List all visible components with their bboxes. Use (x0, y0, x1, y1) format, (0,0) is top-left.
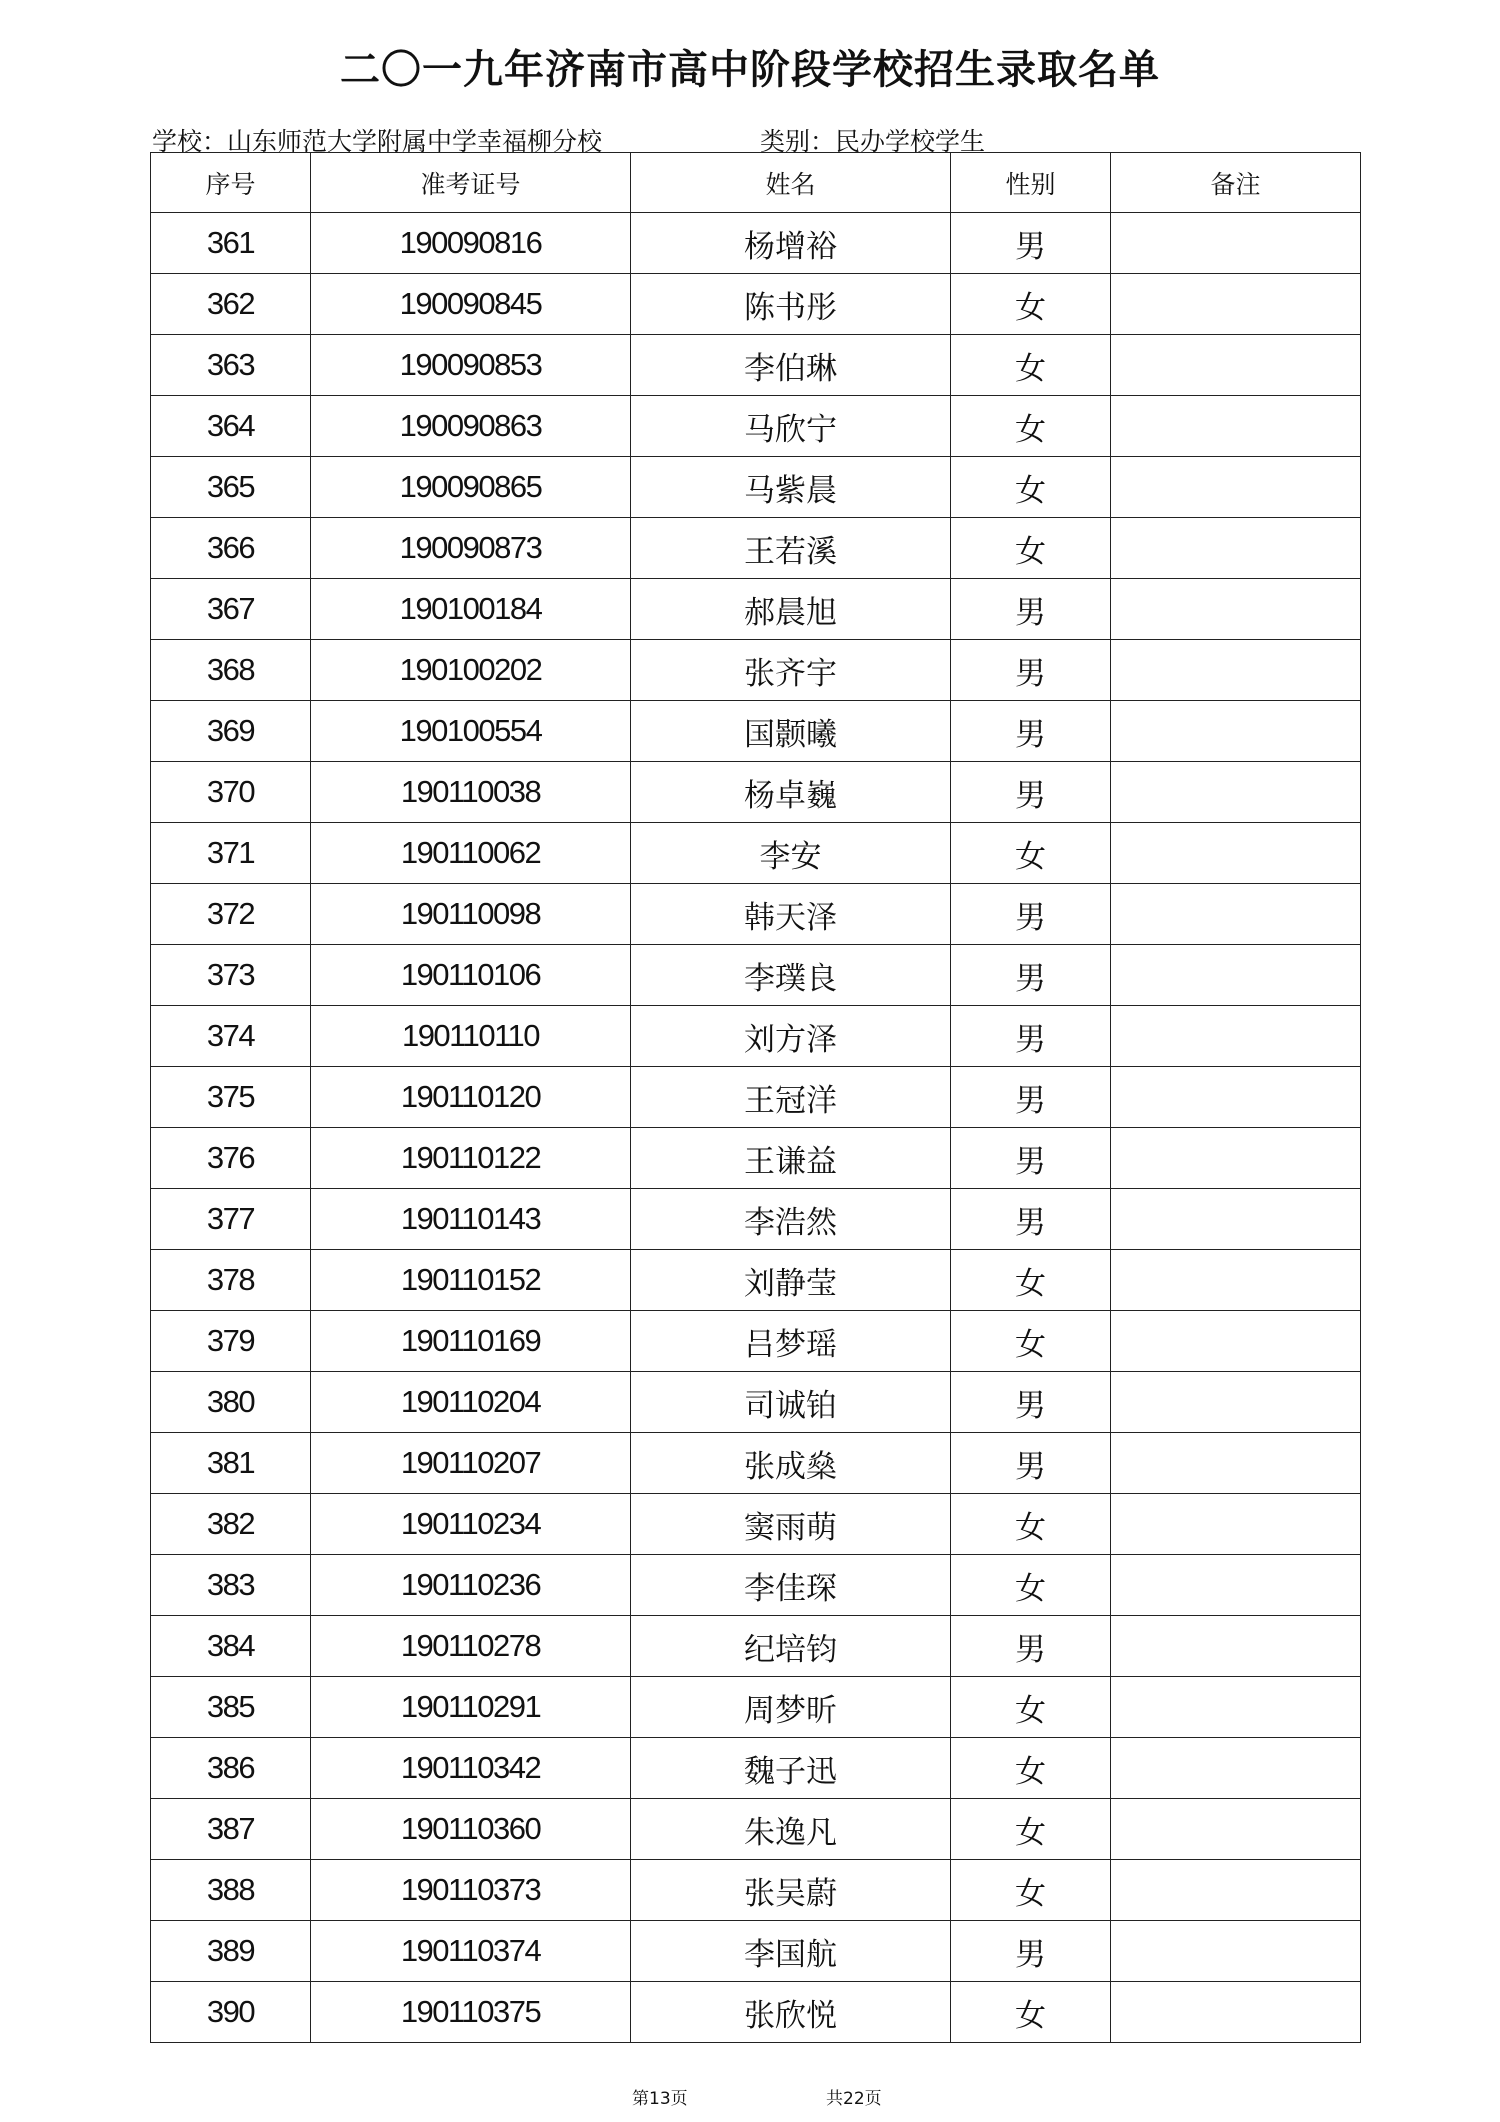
table-row (151, 1799, 1361, 1860)
page-title: 二〇一九年济南市高中阶段学校招生录取名单 (340, 47, 1160, 93)
cell-index: 382 (151, 1494, 311, 1555)
cell-gender: 女 (951, 1555, 1111, 1616)
cell-remarks (1111, 640, 1361, 701)
table-row (151, 701, 1361, 762)
cell-gender: 男 (951, 579, 1111, 640)
table-row (151, 1189, 1361, 1250)
cell-gender: 女 (951, 1494, 1111, 1555)
cell-remarks (1111, 1677, 1361, 1738)
cell-index: 375 (151, 1067, 311, 1128)
cell-name: 张成燊 (631, 1433, 951, 1494)
cell-index: 380 (151, 1372, 311, 1433)
cell-index: 361 (151, 213, 311, 274)
cell-remarks (1111, 1799, 1361, 1860)
cell-exam-id: 190110204 (311, 1372, 631, 1433)
cell-exam-id: 190110373 (311, 1860, 631, 1921)
cell-exam-id: 190110122 (311, 1128, 631, 1189)
cell-index: 364 (151, 396, 311, 457)
table-row (151, 945, 1361, 1006)
table-row (151, 1494, 1361, 1555)
cell-index: 374 (151, 1006, 311, 1067)
cell-name: 李璞良 (631, 945, 951, 1006)
cell-index: 372 (151, 884, 311, 945)
cell-gender: 男 (951, 640, 1111, 701)
cell-name: 陈书彤 (631, 274, 951, 335)
cell-name: 李佳琛 (631, 1555, 951, 1616)
cell-remarks (1111, 213, 1361, 274)
cell-exam-id: 190110169 (311, 1311, 631, 1372)
cell-exam-id: 190090863 (311, 396, 631, 457)
cell-exam-id: 190110236 (311, 1555, 631, 1616)
cell-name: 刘静莹 (631, 1250, 951, 1311)
cell-exam-id: 190090873 (311, 518, 631, 579)
cell-index: 389 (151, 1921, 311, 1982)
table-row (151, 1738, 1361, 1799)
cell-index: 366 (151, 518, 311, 579)
cell-remarks (1111, 1433, 1361, 1494)
cell-remarks (1111, 1372, 1361, 1433)
cell-index: 365 (151, 457, 311, 518)
cell-gender: 女 (951, 335, 1111, 396)
cell-name: 李国航 (631, 1921, 951, 1982)
admission-table (150, 152, 1361, 2043)
cell-exam-id: 190110038 (311, 762, 631, 823)
cell-index: 387 (151, 1799, 311, 1860)
cell-index: 373 (151, 945, 311, 1006)
table-row (151, 884, 1361, 945)
cell-exam-id: 190110062 (311, 823, 631, 884)
cell-gender: 男 (951, 1189, 1111, 1250)
cell-gender: 女 (951, 518, 1111, 579)
cell-exam-id: 190110374 (311, 1921, 631, 1982)
table-row (151, 1311, 1361, 1372)
cell-gender: 女 (951, 1860, 1111, 1921)
cell-index: 363 (151, 335, 311, 396)
cell-remarks (1111, 1006, 1361, 1067)
cell-exam-id: 190100554 (311, 701, 631, 762)
table-row (151, 1677, 1361, 1738)
cell-gender: 男 (951, 213, 1111, 274)
table-header-row (151, 153, 1361, 213)
cell-exam-id: 190090845 (311, 274, 631, 335)
cell-name: 王若溪 (631, 518, 951, 579)
table-row (151, 457, 1361, 518)
cell-remarks (1111, 274, 1361, 335)
cell-index: 369 (151, 701, 311, 762)
cell-exam-id: 190110110 (311, 1006, 631, 1067)
cell-remarks (1111, 762, 1361, 823)
cell-index: 381 (151, 1433, 311, 1494)
cell-remarks (1111, 1860, 1361, 1921)
cell-name: 李伯琳 (631, 335, 951, 396)
cell-name: 杨卓巍 (631, 762, 951, 823)
table-row (151, 518, 1361, 579)
cell-gender: 女 (951, 1799, 1111, 1860)
header-gender: 性别 (951, 153, 1111, 213)
cell-name: 窦雨萌 (631, 1494, 951, 1555)
cell-name: 司诚铂 (631, 1372, 951, 1433)
cell-remarks (1111, 1982, 1361, 2043)
cell-name: 张齐宇 (631, 640, 951, 701)
header-exam-id: 准考证号 (311, 153, 631, 213)
cell-gender: 女 (951, 1250, 1111, 1311)
cell-remarks (1111, 1616, 1361, 1677)
cell-index: 376 (151, 1128, 311, 1189)
cell-remarks (1111, 457, 1361, 518)
table-row (151, 1921, 1361, 1982)
cell-remarks (1111, 1555, 1361, 1616)
cell-exam-id: 190110120 (311, 1067, 631, 1128)
cell-exam-id: 190110106 (311, 945, 631, 1006)
header-name: 姓名 (631, 153, 951, 213)
header-remarks: 备注 (1111, 153, 1361, 213)
cell-index: 362 (151, 274, 311, 335)
cell-name: 李安 (631, 823, 951, 884)
cell-remarks (1111, 1067, 1361, 1128)
table-row (151, 1433, 1361, 1494)
cell-exam-id: 190110360 (311, 1799, 631, 1860)
school-label: 学校：山东师范大学附属中学幸福柳分校 (152, 127, 603, 156)
cell-name: 郝晨旭 (631, 579, 951, 640)
cell-gender: 男 (951, 1006, 1111, 1067)
cell-exam-id: 190110143 (311, 1189, 631, 1250)
cell-gender: 男 (951, 884, 1111, 945)
cell-name: 国颢曦 (631, 701, 951, 762)
page-number: 第13页 (632, 2089, 688, 2109)
cell-remarks (1111, 1128, 1361, 1189)
cell-index: 367 (151, 579, 311, 640)
cell-exam-id: 190090816 (311, 213, 631, 274)
table-row (151, 1250, 1361, 1311)
cell-exam-id: 190110207 (311, 1433, 631, 1494)
cell-gender: 男 (951, 1921, 1111, 1982)
cell-remarks (1111, 1738, 1361, 1799)
cell-remarks (1111, 335, 1361, 396)
cell-gender: 男 (951, 1372, 1111, 1433)
cell-name: 马欣宁 (631, 396, 951, 457)
cell-gender: 女 (951, 1311, 1111, 1372)
cell-gender: 女 (951, 274, 1111, 335)
cell-index: 378 (151, 1250, 311, 1311)
cell-exam-id: 190110278 (311, 1616, 631, 1677)
table-row (151, 1982, 1361, 2043)
cell-index: 383 (151, 1555, 311, 1616)
cell-index: 386 (151, 1738, 311, 1799)
cell-gender: 男 (951, 701, 1111, 762)
cell-gender: 女 (951, 1982, 1111, 2043)
cell-name: 韩天泽 (631, 884, 951, 945)
cell-exam-id: 190090865 (311, 457, 631, 518)
cell-gender: 男 (951, 1067, 1111, 1128)
cell-name: 吕梦瑶 (631, 1311, 951, 1372)
cell-gender: 女 (951, 1677, 1111, 1738)
cell-remarks (1111, 1189, 1361, 1250)
cell-remarks (1111, 701, 1361, 762)
cell-index: 390 (151, 1982, 311, 2043)
cell-remarks (1111, 1921, 1361, 1982)
table-row (151, 1555, 1361, 1616)
cell-name: 周梦昕 (631, 1677, 951, 1738)
cell-remarks (1111, 579, 1361, 640)
cell-remarks (1111, 518, 1361, 579)
cell-index: 388 (151, 1860, 311, 1921)
table-row (151, 823, 1361, 884)
header-index: 序号 (151, 153, 311, 213)
cell-name: 王冠洋 (631, 1067, 951, 1128)
cell-remarks (1111, 884, 1361, 945)
cell-index: 370 (151, 762, 311, 823)
cell-remarks (1111, 1494, 1361, 1555)
category-label: 类别：民办学校学生 (760, 127, 986, 156)
cell-gender: 男 (951, 762, 1111, 823)
cell-exam-id: 190110342 (311, 1738, 631, 1799)
cell-name: 张欣悦 (631, 1982, 951, 2043)
table-body (151, 213, 1361, 2043)
page-total: 共22页 (826, 2089, 882, 2109)
cell-exam-id: 190110291 (311, 1677, 631, 1738)
table-row (151, 274, 1361, 335)
table-row (151, 579, 1361, 640)
cell-remarks (1111, 823, 1361, 884)
table-row (151, 762, 1361, 823)
table-row (151, 640, 1361, 701)
cell-remarks (1111, 1311, 1361, 1372)
table-row (151, 335, 1361, 396)
cell-name: 朱逸凡 (631, 1799, 951, 1860)
cell-index: 379 (151, 1311, 311, 1372)
table-row (151, 1372, 1361, 1433)
table-row (151, 1006, 1361, 1067)
cell-exam-id: 190110152 (311, 1250, 631, 1311)
cell-exam-id: 190110375 (311, 1982, 631, 2043)
cell-gender: 男 (951, 1128, 1111, 1189)
cell-remarks (1111, 945, 1361, 1006)
cell-name: 王谦益 (631, 1128, 951, 1189)
cell-gender: 女 (951, 457, 1111, 518)
table-row (151, 1128, 1361, 1189)
table-row (151, 1616, 1361, 1677)
cell-index: 384 (151, 1616, 311, 1677)
cell-index: 371 (151, 823, 311, 884)
cell-index: 377 (151, 1189, 311, 1250)
table-row (151, 1860, 1361, 1921)
cell-gender: 男 (951, 945, 1111, 1006)
cell-gender: 女 (951, 823, 1111, 884)
table-row (151, 1067, 1361, 1128)
cell-gender: 男 (951, 1616, 1111, 1677)
cell-exam-id: 190100202 (311, 640, 631, 701)
cell-exam-id: 190110098 (311, 884, 631, 945)
cell-remarks (1111, 1250, 1361, 1311)
table-row (151, 213, 1361, 274)
cell-name: 刘方泽 (631, 1006, 951, 1067)
cell-index: 368 (151, 640, 311, 701)
cell-name: 马紫晨 (631, 457, 951, 518)
cell-name: 张吴蔚 (631, 1860, 951, 1921)
table-row (151, 396, 1361, 457)
cell-gender: 男 (951, 1433, 1111, 1494)
cell-name: 杨增裕 (631, 213, 951, 274)
cell-index: 385 (151, 1677, 311, 1738)
cell-name: 李浩然 (631, 1189, 951, 1250)
cell-gender: 女 (951, 1738, 1111, 1799)
cell-exam-id: 190110234 (311, 1494, 631, 1555)
cell-exam-id: 190090853 (311, 335, 631, 396)
cell-remarks (1111, 396, 1361, 457)
cell-name: 魏子迅 (631, 1738, 951, 1799)
cell-name: 纪培钧 (631, 1616, 951, 1677)
cell-gender: 女 (951, 396, 1111, 457)
cell-exam-id: 190100184 (311, 579, 631, 640)
